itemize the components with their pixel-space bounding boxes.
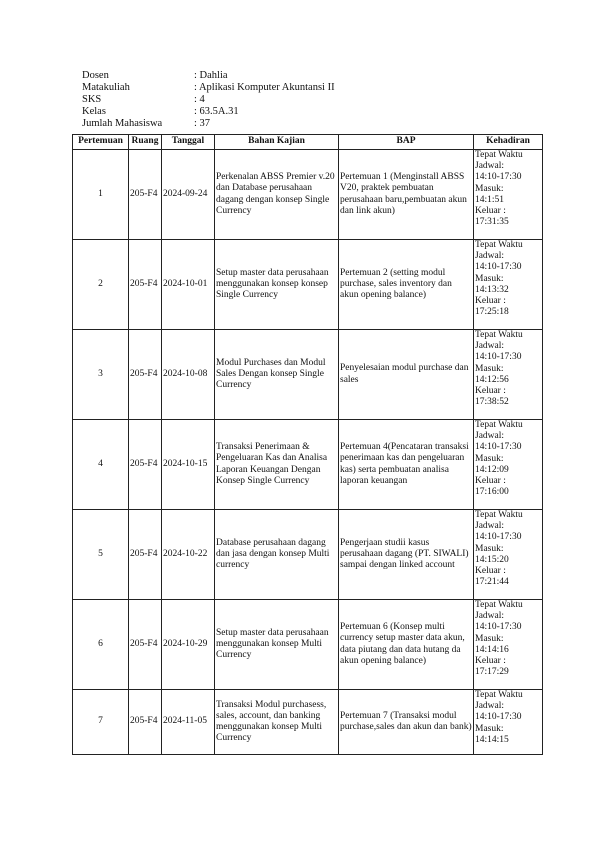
attendance-status: Tepat Waktu xyxy=(475,600,523,610)
cell-kehadiran xyxy=(474,240,543,330)
cell-kehadiran xyxy=(474,330,543,420)
cell-bahan-kajian: Perkenalan ABSS Premier v.20 dan Database perusahaan dagang dengan konsep Single Currency xyxy=(215,150,339,240)
cell-bahan-kajian: Modul Purchases dan Modul Sales Dengan konsep Single Currency xyxy=(215,330,339,420)
info-value: : Aplikasi Komputer Akuntansi II xyxy=(194,82,335,93)
cell-tanggal: 2024-09-24 xyxy=(162,150,215,240)
info-row-dosen xyxy=(82,70,335,82)
info-label: Jumlah Mahasiswa xyxy=(82,118,163,129)
cell-pertemuan: 6 xyxy=(73,600,129,690)
attendance-status: Tepat Waktu xyxy=(475,420,523,430)
cell-pertemuan: 2 xyxy=(73,240,129,330)
check-in-time: 14:12:56 xyxy=(475,374,509,385)
attendance-status: Tepat Waktu xyxy=(475,510,523,520)
check-out-label: Keluar : xyxy=(475,566,506,577)
check-out-time: 17:31:35 xyxy=(475,217,509,228)
cell-pertemuan: 1 xyxy=(73,150,129,240)
cell-bahan-kajian: Database perusahaan dagang dan jasa dengan konsep Multi currency xyxy=(215,510,339,600)
schedule-label: Jadwal: xyxy=(475,521,505,532)
check-out-time: 17:16:00 xyxy=(475,487,509,498)
schedule-time: 14:10-17:30 xyxy=(475,532,522,543)
info-row-kelas xyxy=(82,106,335,118)
cell-bahan-kajian: Setup master data perusahaan menggunakan konsep Multi Currency xyxy=(215,600,339,690)
table-row xyxy=(73,690,543,755)
cell-kehadiran xyxy=(474,690,543,755)
table-header-row xyxy=(73,135,543,150)
cell-tanggal: 2024-10-08 xyxy=(162,330,215,420)
cell-ruang: 205-F4 xyxy=(129,600,162,690)
course-info-header xyxy=(82,70,335,130)
table-row xyxy=(73,330,543,420)
info-value: : 4 xyxy=(194,94,205,105)
attendance-status: Tepat Waktu xyxy=(475,240,523,250)
cell-ruang: 205-F4 xyxy=(129,510,162,600)
cell-bahan-kajian: Transaksi Modul purchasess, sales, account, dan banking menggunakan konsep Multi Currency xyxy=(215,690,339,755)
check-out-time: 17:21:44 xyxy=(475,577,509,588)
schedule-time: 14:10-17:30 xyxy=(475,622,522,633)
cell-kehadiran xyxy=(474,420,543,510)
cell-kehadiran xyxy=(474,510,543,600)
schedule-time: 14:10-17:30 xyxy=(475,442,522,453)
cell-pertemuan: 3 xyxy=(73,330,129,420)
cell-ruang: 205-F4 xyxy=(129,420,162,510)
check-in-label: Masuk: xyxy=(475,183,504,194)
schedule-time: 14:10-17:30 xyxy=(475,352,522,363)
column-header-bap: BAP xyxy=(339,135,474,150)
table-row xyxy=(73,600,543,690)
table-row xyxy=(73,510,543,600)
column-header-bahan-kajian: Bahan Kajian xyxy=(215,135,339,150)
info-label: Dosen xyxy=(82,70,109,81)
cell-ruang: 205-F4 xyxy=(129,330,162,420)
cell-pertemuan: 4 xyxy=(73,420,129,510)
cell-bap: Pertemuan 6 (Konsep multi currency setup master data akun, data piutang dan data hutang da akun opening balance) xyxy=(339,600,474,690)
check-in-label: Masuk: xyxy=(475,543,504,554)
cell-bap: Pengerjaan studii kasus perusahaan dagang (PT. SIWALI) sampai dengan linked account xyxy=(339,510,474,600)
cell-pertemuan: 5 xyxy=(73,510,129,600)
info-row-jumlah-mahasiswa xyxy=(82,118,335,130)
info-row-matakuliah xyxy=(82,82,335,94)
cell-bap: Pertemuan 1 (Menginstall ABSS V20, praktek pembuatan perusahaan baru,pembuatan akun dan link akun) xyxy=(339,150,474,240)
table-row xyxy=(73,150,543,240)
check-in-label: Masuk: xyxy=(475,723,504,734)
cell-bahan-kajian: Transaksi Penerimaan & Pengeluaran Kas dan Analisa Laporan Keuangan Dengan Konsep Single Currency xyxy=(215,420,339,510)
cell-bahan-kajian: Setup master data perusahaan menggunakan konsep konsep Single Currency xyxy=(215,240,339,330)
check-in-time: 14:14:15 xyxy=(475,734,509,745)
cell-kehadiran xyxy=(474,600,543,690)
attendance-status: Tepat Waktu xyxy=(475,690,523,700)
check-out-time: 17:17:29 xyxy=(475,667,509,678)
column-header-pertemuan: Pertemuan xyxy=(73,135,129,150)
schedule-label: Jadwal: xyxy=(475,251,505,262)
column-header-ruang: Ruang xyxy=(129,135,162,150)
cell-tanggal: 2024-10-15 xyxy=(162,420,215,510)
schedule-time: 14:10-17:30 xyxy=(475,712,522,723)
check-in-time: 14:1:51 xyxy=(475,194,505,205)
check-in-time: 14:15:20 xyxy=(475,554,509,565)
info-value: : 63.5A.31 xyxy=(194,106,239,117)
schedule-time: 14:10-17:30 xyxy=(475,262,522,273)
cell-bap: Pertemuan 4(Pencataran transaksi penerimaan kas dan pengeluaran kas) serta pembuatan analisa laporan keuangan xyxy=(339,420,474,510)
check-in-time: 14:12:09 xyxy=(475,464,509,475)
schedule-label: Jadwal: xyxy=(475,341,505,352)
cell-tanggal: 2024-10-22 xyxy=(162,510,215,600)
check-out-time: 17:25:18 xyxy=(475,307,509,318)
check-in-label: Masuk: xyxy=(475,453,504,464)
table-row xyxy=(73,240,543,330)
check-in-time: 14:14:16 xyxy=(475,644,509,655)
attendance-status: Tepat Waktu xyxy=(475,150,523,160)
check-out-label: Keluar : xyxy=(475,656,506,667)
check-in-label: Masuk: xyxy=(475,633,504,644)
info-label: Matakuliah xyxy=(82,82,130,93)
cell-kehadiran xyxy=(474,150,543,240)
cell-tanggal: 2024-10-01 xyxy=(162,240,215,330)
cell-ruang: 205-F4 xyxy=(129,690,162,755)
info-label: SKS xyxy=(82,94,102,105)
schedule-label: Jadwal: xyxy=(475,701,505,712)
info-row-sks xyxy=(82,94,335,106)
check-in-time: 14:13:32 xyxy=(475,284,509,295)
cell-tanggal: 2024-11-05 xyxy=(162,690,215,755)
cell-ruang: 205-F4 xyxy=(129,150,162,240)
cell-pertemuan: 7 xyxy=(73,690,129,755)
column-header-tanggal: Tanggal xyxy=(162,135,215,150)
cell-tanggal: 2024-10-29 xyxy=(162,600,215,690)
cell-bap: Pertemuan 2 (setting modul purchase, sales inventory dan akun opening balance) xyxy=(339,240,474,330)
info-value: : 37 xyxy=(194,118,211,129)
schedule-label: Jadwal: xyxy=(475,161,505,172)
column-header-kehadiran: Kehadiran xyxy=(474,135,543,150)
check-out-label: Keluar : xyxy=(475,476,506,487)
check-in-label: Masuk: xyxy=(475,273,504,284)
check-in-label: Masuk: xyxy=(475,363,504,374)
schedule-label: Jadwal: xyxy=(475,431,505,442)
check-out-label: Keluar : xyxy=(475,386,506,397)
check-out-label: Keluar : xyxy=(475,206,506,217)
table-row xyxy=(73,420,543,510)
cell-bap: Penyelesaian modul purchase dan sales xyxy=(339,330,474,420)
info-value: : Dahlia xyxy=(194,70,228,81)
check-out-time: 17:38:52 xyxy=(475,397,509,408)
attendance-status: Tepat Waktu xyxy=(475,330,523,340)
cell-bap: Pertemuan 7 (Transaksi modul purchase,sales dan akun dan bank) xyxy=(339,690,474,755)
cell-ruang: 205-F4 xyxy=(129,240,162,330)
check-out-label: Keluar : xyxy=(475,296,506,307)
info-label: Kelas xyxy=(82,106,106,117)
schedule-time: 14:10-17:30 xyxy=(475,172,522,183)
attendance-table xyxy=(72,134,543,755)
schedule-label: Jadwal: xyxy=(475,611,505,622)
